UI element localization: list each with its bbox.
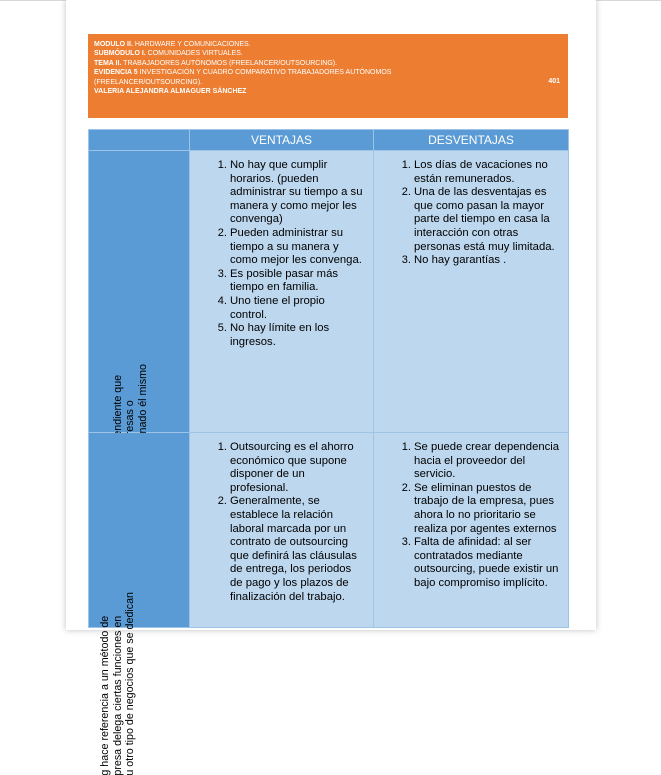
column-header-desventajas: DESVENTAJAS <box>374 130 569 151</box>
freelancer-ventajas-cell <box>190 151 374 433</box>
list-item: 3. No hay garantías . <box>414 254 560 268</box>
side-line: g hace referencia a un método de <box>99 592 112 775</box>
document-header <box>88 34 568 118</box>
list-item: 4. Uno tiene el propio control. <box>230 295 365 322</box>
header-line-module: MODULO II. HARDWARE Y COMUNICACIONES. <box>94 40 562 49</box>
header-line-submodule: SUBMÓDULO I. COMUNIDADES VIRTUALES. <box>94 49 562 58</box>
comparison-table <box>88 129 569 628</box>
header-line-author: VALERIA ALEJANDRA ALMAGUER SÁNCHEZ <box>94 87 562 96</box>
header-line-topic: TEMA II. TRABAJADORES AUTÓNOMOS (FREELANCER/OUTSOURCING). <box>94 59 562 68</box>
side-line: presa delega ciertas funciones en <box>112 592 125 775</box>
list-item: 1. No hay que cumplir horarios. (pueden administrar su tiempo a su manera y como mejor les convenga) <box>230 159 365 227</box>
list-item: 1. Outsourcing es el ahorro económico que supone disponer de un profesional. <box>230 441 365 495</box>
side-line: u otro tipo de negocios que se dedican <box>124 592 137 775</box>
outsourcing-ventajas-list <box>190 433 373 604</box>
list-item: 5. No hay límite en los ingresos. <box>230 322 365 349</box>
list-item: 1. Se puede crear dependencia hacia el proveedor del servicio. <box>414 441 560 482</box>
list-item: 2. Una de las desventajas es que como pasan la mayor parte del tiempo en casa la interacción con otras personas está muy limitada. <box>414 186 560 254</box>
list-item: 2. Se eliminan puestos de trabajo de la empresa, pues ahora lo no prioritario se realiza por agentes externos <box>414 482 560 536</box>
list-item: 3. Falta de afinidad: al ser contratados mediante outsourcing, puede existir un bajo compromiso implícito. <box>414 536 560 590</box>
outsourcing-desventajas-cell <box>374 433 569 628</box>
list-item: 1. Los días de vacaciones no están remunerados. <box>414 159 560 186</box>
header-line-evidence: EVIDENCIA 5 INVESTIGACIÓN Y CUADRO COMPARATIVO TRABAJADORES AUTÓNOMOS <box>94 68 562 77</box>
list-item: 2. Generalmente, se establece la relación laboral marcada por un contrato de outsourcing que definirá las cláusulas de entrega, los periodos de pago y los plazos de finalización del trabajo. <box>230 495 365 604</box>
column-header-empty <box>89 130 190 151</box>
freelancer-desventajas-cell <box>374 151 569 433</box>
list-item: 3. Es posible pasar más tiempo en familia. <box>230 268 365 295</box>
row-header-freelancer <box>89 151 190 433</box>
document-page <box>66 0 596 630</box>
row-header-outsourcing <box>89 433 190 628</box>
outsourcing-ventajas-cell <box>190 433 374 628</box>
column-header-ventajas: VENTAJAS <box>190 130 374 151</box>
page-number: 401 <box>548 77 560 86</box>
table-row-outsourcing <box>89 433 569 628</box>
outsourcing-concept-text <box>99 592 137 775</box>
header-line-evidence-cont: (FREELANCER/OUTSOURCING). <box>94 78 562 87</box>
list-item: 2. Pueden administrar su tiempo a su manera y como mejor les convenga. <box>230 227 365 268</box>
freelancer-desventajas-list <box>374 151 568 268</box>
freelancer-ventajas-list <box>190 151 373 349</box>
outsourcing-desventajas-list <box>374 433 568 591</box>
table-row-freelancer <box>89 151 569 433</box>
